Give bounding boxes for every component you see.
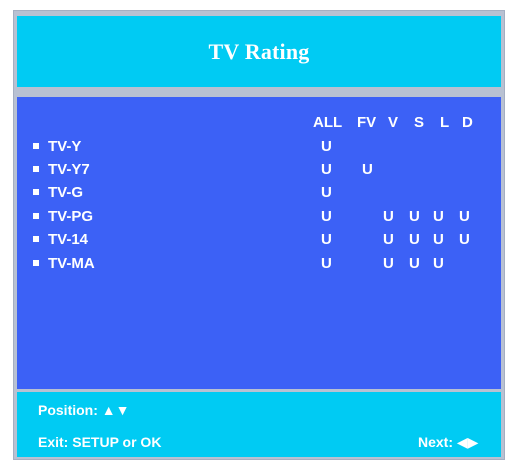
rating-cell-tv-pg-all[interactable]: U [321, 208, 332, 225]
position-hint: Position: ▲▼ [38, 402, 130, 418]
rating-cell-tv-g-all[interactable]: U [321, 184, 332, 201]
bullet-icon [33, 260, 39, 266]
rating-label: TV-Y [48, 138, 82, 155]
rating-label: TV-MA [48, 255, 95, 272]
rating-cell-tv-pg-l[interactable]: U [433, 208, 444, 225]
rating-row-tv-g[interactable] [33, 184, 83, 201]
rating-row-tv-y7[interactable] [33, 161, 90, 178]
bullet-icon [33, 189, 39, 195]
column-header-v: V [388, 114, 399, 131]
rating-table-panel [17, 97, 501, 389]
rating-row-tv-14[interactable] [33, 231, 88, 248]
next-hint: Next: ◀▶ [418, 434, 479, 450]
rating-row-tv-ma[interactable] [33, 255, 95, 272]
rating-cell-tv-y7-all[interactable]: U [321, 161, 332, 178]
rating-cell-tv-pg-v[interactable]: U [383, 208, 394, 225]
rating-cell-tv-pg-s[interactable]: U [409, 208, 420, 225]
rating-row-tv-pg[interactable] [33, 208, 93, 225]
bullet-icon [33, 166, 39, 172]
column-header-all: ALL [313, 114, 343, 131]
rating-label: TV-Y7 [48, 161, 90, 178]
column-header-d: D [462, 114, 473, 131]
rating-label: TV-14 [48, 231, 89, 248]
rating-cell-tv-pg-d[interactable]: U [459, 208, 470, 225]
menu-title: TV Rating [208, 38, 310, 64]
menu-header [17, 16, 501, 87]
column-header-s: S [414, 114, 425, 131]
rating-cell-tv-ma-all[interactable]: U [321, 255, 332, 272]
rating-cell-tv-14-l[interactable]: U [433, 231, 444, 248]
exit-hint: Exit: SETUP or OK [38, 434, 162, 450]
rating-label: TV-G [48, 184, 84, 201]
bullet-icon [33, 213, 39, 219]
column-header-l: L [440, 114, 450, 131]
rating-cell-tv-y-all[interactable]: U [321, 138, 332, 155]
rating-label: TV-PG [48, 208, 94, 225]
rating-cell-tv-14-s[interactable]: U [409, 231, 420, 248]
menu-footer [17, 392, 501, 457]
rating-row-tv-y[interactable] [33, 138, 81, 155]
rating-cell-tv-ma-v[interactable]: U [383, 255, 394, 272]
bullet-icon [33, 143, 39, 149]
rating-cell-tv-14-all[interactable]: U [321, 231, 332, 248]
rating-cell-tv-14-v[interactable]: U [383, 231, 394, 248]
bullet-icon [33, 236, 39, 242]
rating-cell-tv-y7-fv[interactable]: U [362, 161, 373, 178]
rating-cell-tv-14-d[interactable]: U [459, 231, 470, 248]
rating-cell-tv-ma-s[interactable]: U [409, 255, 420, 272]
rating-cell-tv-ma-l[interactable]: U [433, 255, 444, 272]
column-header-fv: FV [357, 114, 377, 131]
